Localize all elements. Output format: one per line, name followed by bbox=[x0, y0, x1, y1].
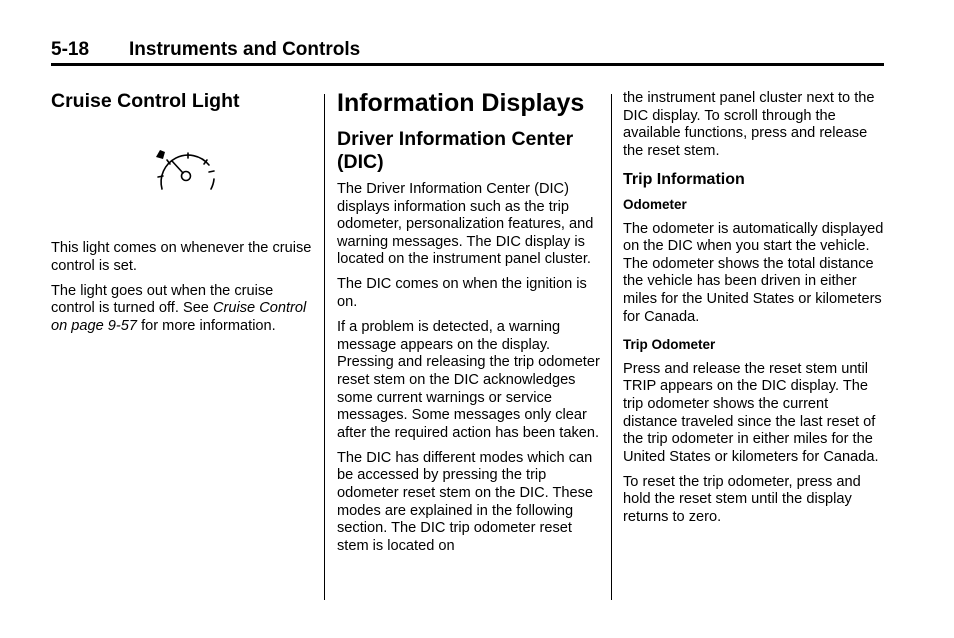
dic-paragraph-3: If a problem is detected, a warning message appears on the display. Pressing and releasing the trip odometer reset stem on the DIC acknowledges some current warnings or service messages. Some messages only clear after the required action has been taken. bbox=[337, 319, 600, 441]
section-title: Instruments and Controls bbox=[129, 39, 361, 60]
odometer-text: The odometer is automatically displayed on the DIC when you start the vehicle. The odometer shows the total distance the vehicle has been driven in either miles for the United States or kilometers for Canada. bbox=[623, 220, 884, 325]
running-header bbox=[51, 39, 361, 61]
dic-paragraph-2: The DIC comes on when the ignition is on. bbox=[337, 276, 587, 311]
cruise-control-page-link[interactable]: Cruise Control on page 9-57 bbox=[51, 300, 307, 334]
reset-trip-odometer-text: To reset the trip odometer, press and hold the reset stem until the display returns to zero. bbox=[623, 473, 861, 525]
trip-odometer-text: Press and release the reset stem until TRIP appears on the DIC display. The trip odometer shows the current distance traveled since the last reset of the trip odometer in either miles for the United States or kilometers for Canada. bbox=[623, 360, 879, 465]
column-divider-2 bbox=[611, 94, 612, 600]
column-information-displays bbox=[337, 88, 602, 563]
dic-continued-text: the instrument panel cluster next to the DIC display. To scroll through the available functions, press and release the reset stem. bbox=[623, 90, 875, 159]
dic-paragraph-4: The DIC has different modes which can be accessed by pressing the trip odometer reset stem on the DIC. These modes are explained in the following section. The DIC trip odometer reset stem is located on bbox=[337, 449, 594, 554]
cruise-light-on-text: This light comes on whenever the cruise control is set. bbox=[51, 240, 312, 274]
odometer-heading: Odometer bbox=[623, 196, 687, 212]
cruise-control-icon bbox=[152, 143, 218, 195]
information-displays-title: Information Displays bbox=[337, 89, 585, 117]
trip-odometer-heading: Trip Odometer bbox=[623, 337, 716, 353]
cruise-control-heading: Cruise Control Light bbox=[51, 90, 240, 112]
dic-heading: Driver Information Center (DIC) bbox=[337, 128, 574, 173]
page-number: 5-18 bbox=[51, 39, 90, 60]
trip-information-heading: Trip Information bbox=[623, 171, 745, 189]
cruise-light-off-text: The light goes out when the cruise control is turned off. See Cruise Control on page 9-57 for more information. bbox=[51, 282, 307, 334]
cruise-control-icon-wrap bbox=[51, 143, 313, 203]
column-cruise-control bbox=[51, 90, 313, 343]
dic-paragraph-1: The Driver Information Center (DIC) displays information such as the trip odometer, personalization features, and warning messages. The DIC display is located on the instrument panel cluster. bbox=[337, 181, 594, 268]
column-divider-1 bbox=[324, 94, 325, 600]
column-trip-information bbox=[623, 90, 885, 534]
header-rule bbox=[51, 63, 884, 66]
